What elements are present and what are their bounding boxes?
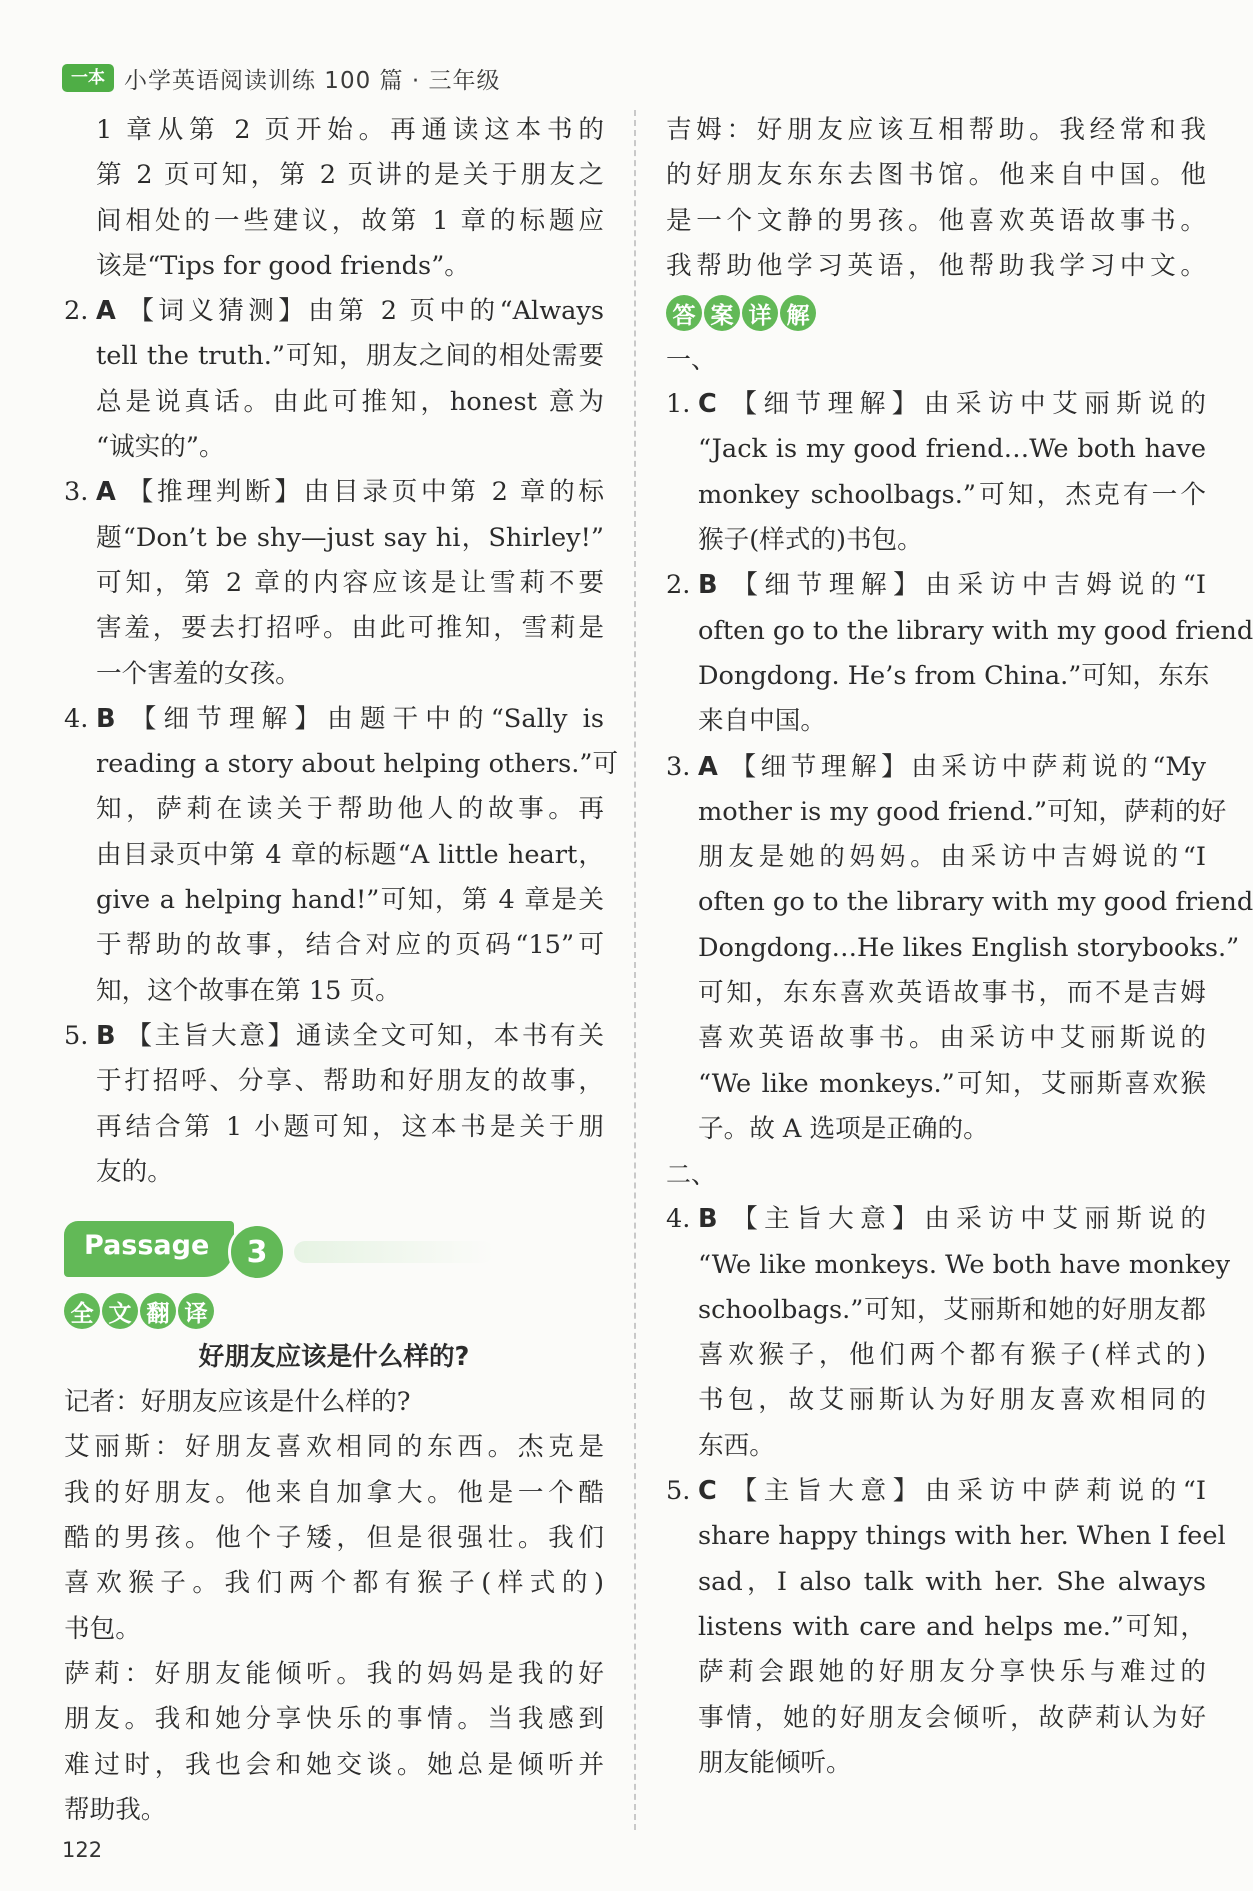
right-column [666,108,1253,1786]
item-number: 3. [64,477,89,508]
text-line: 喜欢猴子。我们两个都有猴子(样式的) [64,1568,604,1599]
heading-char: 答 [666,295,702,331]
text-line: 再结合第 1 小题可知，这本书是关于朋 [96,1111,604,1142]
text-line: 一个害羞的女孩。 [96,658,301,689]
text-line: 书包。 [64,1613,141,1644]
section-two-label: 二、 [666,1160,717,1190]
heading-char: 解 [780,295,816,331]
passage-label: Passage [84,1230,210,1262]
text-line: mother is my good friend.”可知，萨莉的好 [698,796,1227,827]
text-line: “诚实的”。 [96,432,225,463]
text-line: share happy things with her. When I feel [698,1521,1226,1552]
text-line: Dongdong…He likes English storybooks.” [698,932,1240,963]
answer-item [666,745,1253,1153]
text-line: 喜欢猴子，他们两个都有猴子(样式的) [698,1340,1206,1371]
text-line: 猴子(样式的)书包。 [698,525,923,556]
explanation-text: 【主旨大意】通读全文可知，本书有关 [126,1020,604,1051]
text-line: 萨莉会跟她的好朋友分享快乐与难过的 [698,1657,1206,1688]
section-one-label: 一、 [666,345,717,375]
text-line: 喜欢英语故事书。由采访中艾丽斯说的 [698,1023,1206,1054]
text-line: 知，萨莉在读关于帮助他人的故事。再 [96,794,604,825]
text-line: “We like monkeys. We both have monkey [698,1249,1231,1280]
answer-letter: B [96,703,116,734]
passage-number: 3 [228,1223,286,1281]
answers-heading [666,289,1206,337]
text-line: 可知，第 2 章的内容应该是让雪莉不要 [96,567,604,598]
text-line: 事情，她的好朋友会倾听，故萨莉认为好 [698,1702,1206,1733]
explanation-text: 【主旨大意】由采访中艾丽斯说的 [732,1204,1206,1235]
translation-heading [64,1287,604,1335]
text-line: 害羞，要去打招呼。由此可推知，雪莉是 [96,613,604,644]
answer-item [64,697,619,1014]
text-line: 于帮助的故事，结合对应的页码“15”可 [96,930,604,961]
passage-banner [64,1221,604,1281]
text-line: 是一个文静的男孩。他喜欢英语故事书。 [666,205,1206,236]
item-number: 5. [666,1476,691,1507]
text-line: 我帮助他学习英语，他帮助我学习中文。 [666,250,1206,281]
text-line: “Jack is my good friend…We both have [698,434,1206,465]
page-header [62,58,500,98]
heading-char: 案 [704,295,740,331]
answer-item [666,1469,1226,1786]
passage-decoration [294,1241,494,1263]
answer-letter: B [698,570,718,601]
answer-letter: A [96,477,116,508]
translation-title: 好朋友应该是什么样的? [198,1342,470,1373]
text-line: 朋友能倾听。 [698,1747,852,1778]
item-number: 1. [666,389,691,420]
brand-logo: 一本 [62,64,114,92]
continued-answer [64,108,604,289]
explanation-text: 【细节理解】由采访中艾丽斯说的 [731,389,1206,420]
page-number: 122 [62,1838,103,1862]
item-number: 4. [666,1204,691,1235]
answer-item [666,382,1206,563]
text-line: 帮助我。 [64,1794,167,1825]
left-column [64,108,619,1833]
text-line: 萨莉：好朋友能倾听。我的妈妈是我的好 [64,1658,604,1689]
text-line: 东西。 [698,1430,775,1461]
text-line: 总是说真话。由此可推知，honest 意为 [96,386,604,417]
text-line: give a helping hand!”可知，第 4 章是关 [96,885,604,916]
answer-letter: C [698,1476,717,1507]
text-line: 于打招呼、分享、帮助和好朋友的故事， [96,1066,604,1097]
answer-item [64,289,604,470]
text-line: monkey schoolbags.”可知，杰克有一个 [698,479,1206,510]
answer-letter: A [698,751,718,782]
text-line: 知，这个故事在第 15 页。 [96,975,401,1006]
explanation-text: 【词义猜测】由第 2 页中的“Always [128,296,604,327]
answer-item [64,1014,604,1195]
heading-char: 翻 [140,1293,176,1329]
explanation-text: 【细节理解】由采访中吉姆说的“I [732,570,1206,601]
text-line: 间相处的一些建议，故第 1 章的标题应 [96,205,604,236]
text-line: 酷的男孩。他个子矮，但是很强壮。我们 [64,1523,604,1554]
explanation-text: 【细节理解】由题干中的“Sally is [130,703,604,734]
text-line: 吉姆：好朋友应该互相帮助。我经常和我 [666,115,1206,145]
heading-char: 文 [102,1293,138,1329]
text-line: “We like monkeys.”可知，艾丽斯喜欢猴 [698,1068,1206,1099]
answer-item [666,1197,1231,1469]
heading-char: 全 [64,1293,100,1329]
text-line: 友的。 [96,1156,173,1187]
answer-item [666,563,1253,744]
text-line: 可知，东东喜欢英语故事书，而不是吉姆 [698,978,1206,1009]
item-number: 2. [666,570,691,601]
text-line: 朋友是她的妈妈。由采访中吉姆说的“I [698,842,1206,873]
translation-body-continued [666,108,1206,289]
text-line: 记者：好朋友应该是什么样的? [64,1387,411,1418]
column-divider [634,110,636,1830]
answer-letter: C [698,389,717,420]
text-line: 1 章从第 2 页开始。再通读这本书的 [96,115,604,145]
text-line: reading a story about helping others.”可 [96,749,619,780]
text-line: Dongdong. He’s from China.”可知，东东 [698,660,1210,691]
text-line: 书包，故艾丽斯认为好朋友喜欢相同的 [698,1385,1206,1416]
answer-item [64,470,604,696]
item-number: 3. [666,751,691,782]
answer-letter: B [96,1020,116,1051]
text-line: schoolbags.”可知，艾丽斯和她的好朋友都 [698,1294,1206,1325]
text-line: 我的好朋友。他来自加拿大。他是一个酷 [64,1477,604,1508]
item-number: 5. [64,1020,89,1051]
heading-char: 译 [178,1293,214,1329]
text-line: 第 2 页可知，第 2 页讲的是关于朋友之 [96,160,604,191]
explanation-text: 【推理判断】由目录页中第 2 章的标 [127,477,605,508]
text-line: 该是“Tips for good friends”。 [96,250,470,281]
translation-body [64,1380,604,1833]
explanation-text: 【主旨大意】由采访中萨莉说的“I [731,1476,1206,1507]
book-title: 小学英语阅读训练 100 篇 · 三年级 [124,67,501,94]
text-line: 子。故 A 选项是正确的。 [698,1113,989,1144]
text-line: 题“Don’t be shy—just say hi，Shirley!” [96,522,604,553]
text-line: tell the truth.”可知，朋友之间的相处需要 [96,341,604,372]
answer-letter: A [96,296,116,327]
text-line: 朋友。我和她分享快乐的事情。当我感到 [64,1704,604,1735]
item-number: 4. [64,703,89,734]
text-line: listens with care and helps me.”可知， [698,1611,1206,1642]
text-line: 的好朋友东东去图书馆。他来自中国。他 [666,160,1206,191]
text-line: 难过时，我也会和她交谈。她总是倾听并 [64,1749,604,1780]
heading-char: 详 [742,295,778,331]
text-line: often go to the library with my good friend [698,887,1253,918]
text-line: 由目录页中第 4 章的标题“A little heart， [96,839,604,870]
text-line: sad，I also talk with her. She always [698,1566,1206,1597]
text-line: 来自中国。 [698,706,826,737]
text-line: 艾丽斯：好朋友喜欢相同的东西。杰克是 [64,1432,604,1463]
text-line: often go to the library with my good friend [698,615,1253,646]
answer-letter: B [698,1204,718,1235]
item-number: 2. [64,296,89,327]
explanation-text: 【细节理解】由采访中萨莉说的“My [730,751,1206,782]
